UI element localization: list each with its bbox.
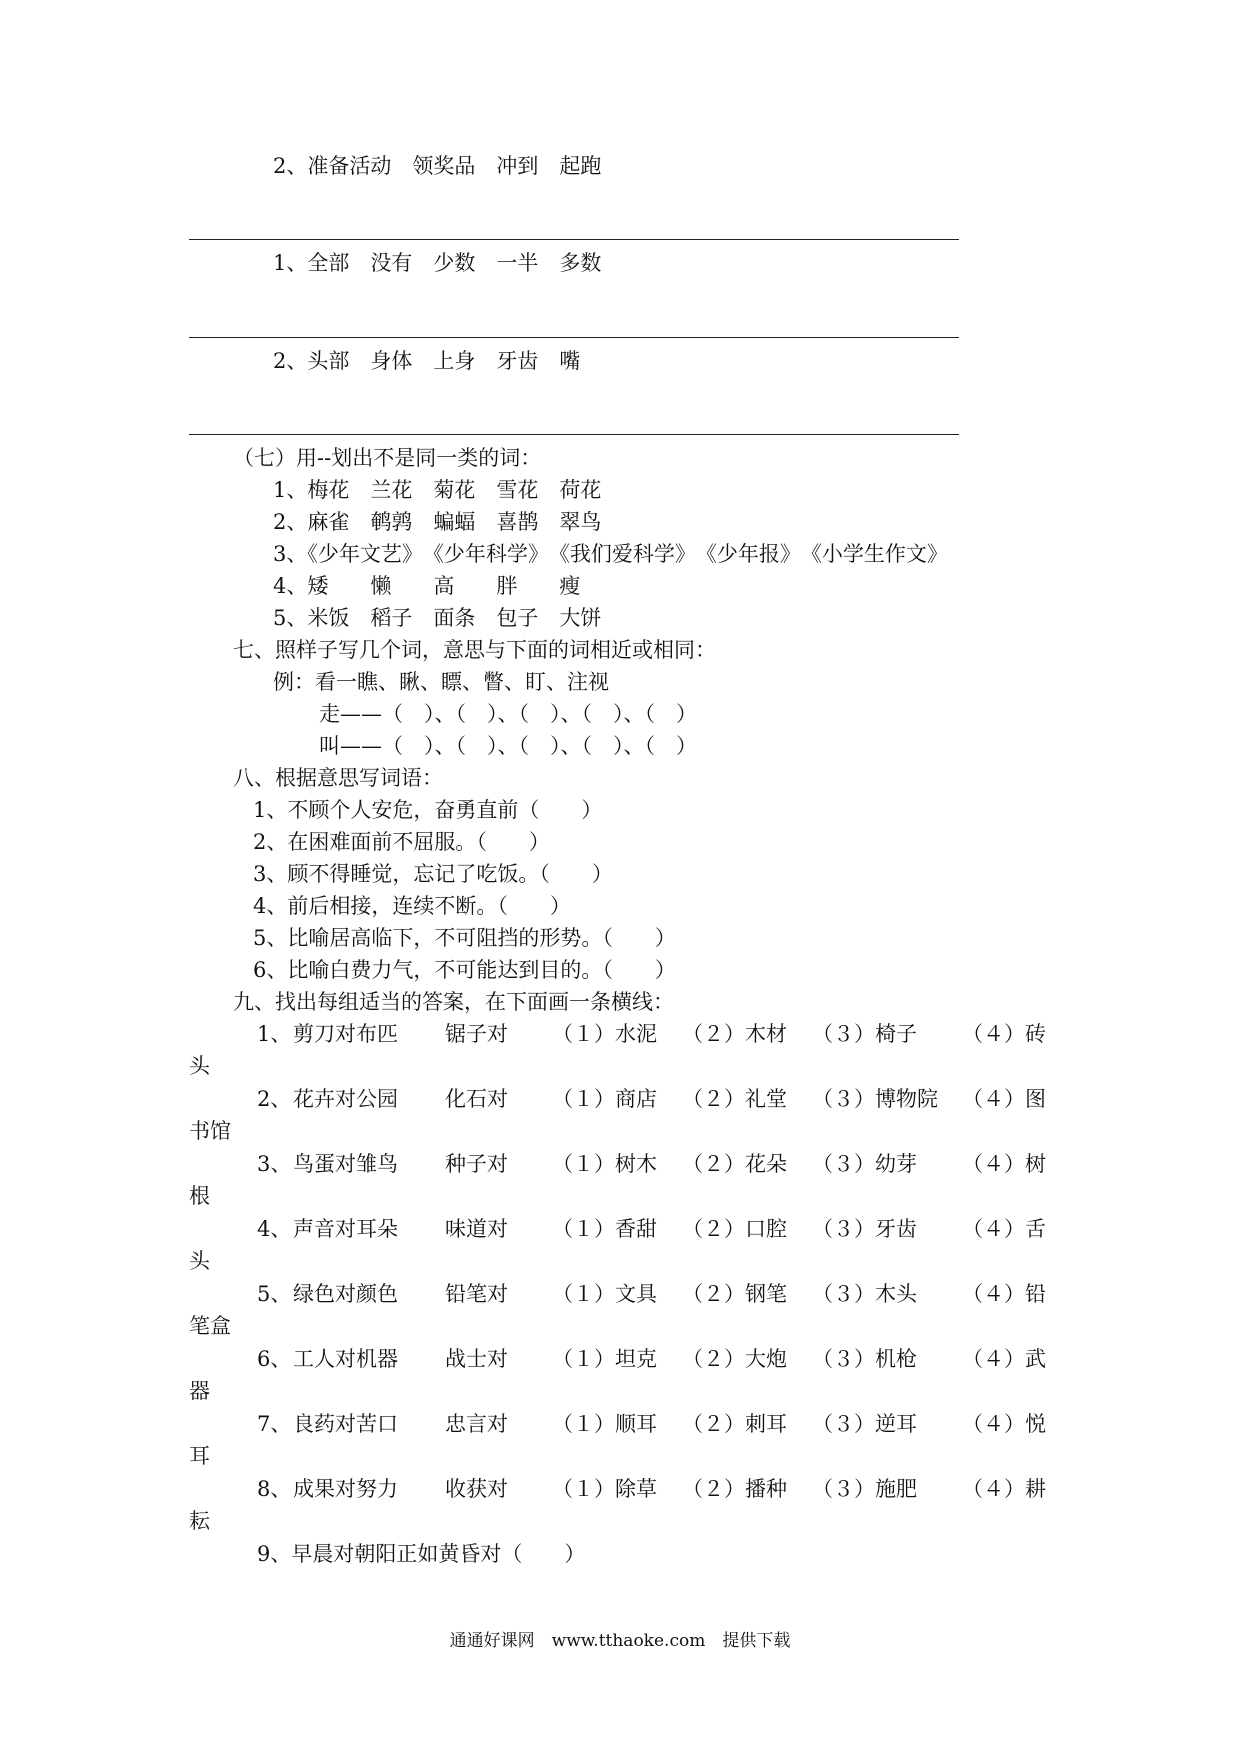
option-3: （３）幼芽 [812,1152,917,1176]
top-item-3: 2、头部 身体 上身 牙齿 嘴 [273,349,581,373]
question-number: 4、 [257,1217,292,1241]
section-qi-paren-title: （七）用--划出不是同一类的词： [233,446,542,470]
option-4: （４）舌 [962,1217,1046,1241]
question-pair: 剪刀对布匹 [293,1022,398,1046]
top-item-1: 2、准备活动 领奖品 冲到 起跑 [273,154,602,178]
question-number: 2、 [257,1087,292,1111]
option-1: （１）水泥 [552,1022,657,1046]
option-1: （１）文具 [552,1282,657,1306]
section-7-title: 七、照样子写几个词，意思与下面的词相近或相同： [233,638,716,662]
question-prompt: 种子对 [445,1152,508,1176]
option-4: （４）悦 [962,1412,1046,1436]
list-item: 2、在困难面前不屈服。（ ） [253,830,550,854]
option-1: （１）商店 [552,1087,657,1111]
list-item: 5、比喻居高临下，不可阻挡的形势。（ ） [253,926,676,950]
question-number: 7、 [257,1412,292,1436]
option-2: （２）口腔 [682,1217,787,1241]
question-row [189,1410,1059,1438]
option-4: （４）铅 [962,1282,1046,1306]
option-continuation: 根 [189,1184,210,1208]
question-pair: 成果对努力 [293,1477,398,1501]
option-2: （２）花朵 [682,1152,787,1176]
option-continuation: 头 [189,1249,210,1273]
list-item: 1、不顾个人安危，奋勇直前（ ） [253,798,603,822]
option-2: （２）礼堂 [682,1087,787,1111]
question-prompt: 锯子对 [445,1022,508,1046]
option-3: （３）椅子 [812,1022,917,1046]
option-1: （１）树木 [552,1152,657,1176]
option-1: （１）香甜 [552,1217,657,1241]
question-row [189,1345,1059,1373]
question-9: 9、早晨对朝阳正如黄昏对（ ） [257,1542,586,1566]
option-2: （２）钢笔 [682,1282,787,1306]
option-3: （３）机枪 [812,1347,917,1371]
section-7-example: 例：看一瞧、瞅、瞟、瞥、盯、注视 [273,670,609,694]
fill-line-call: 叫——（ ）、（ ）、（ ）、（ ）、（ ） [319,734,697,758]
list-item: 3、顾不得睡觉，忘记了吃饭。（ ） [253,862,613,886]
question-number: 8、 [257,1477,292,1501]
option-3: （３）博物院 [812,1087,938,1111]
question-row [189,1215,1059,1243]
section-8-title: 八、根据意思写词语： [233,766,443,790]
page-footer: 通通好课网 www.tthaoke.com 提供下载 [449,1631,791,1651]
option-continuation: 耳 [189,1444,210,1468]
question-number: 5、 [257,1282,292,1306]
option-1: （１）除草 [552,1477,657,1501]
option-continuation: 笔盒 [189,1314,231,1338]
option-1: （１）坦克 [552,1347,657,1371]
option-4: （４）武 [962,1347,1046,1371]
option-continuation: 头 [189,1054,210,1078]
option-4: （４）砖 [962,1022,1046,1046]
question-pair: 工人对机器 [293,1347,398,1371]
question-row [189,1475,1059,1503]
option-4: （４）图 [962,1087,1046,1111]
option-4: （４）树 [962,1152,1046,1176]
question-pair: 花卉对公园 [293,1087,398,1111]
option-3: （３）木头 [812,1282,917,1306]
list-item: 6、比喻白费力气，不可能达到目的。（ ） [253,958,676,982]
option-3: （３）施肥 [812,1477,917,1501]
question-pair: 鸟蛋对雏鸟 [293,1152,398,1176]
question-prompt: 味道对 [445,1217,508,1241]
question-prompt: 铅笔对 [445,1282,508,1306]
section-9-title: 九、找出每组适当的答案，在下面画一条横线： [233,990,674,1014]
option-continuation: 耘 [189,1509,210,1533]
fill-line-walk: 走——（ ）、（ ）、（ ）、（ ）、（ ） [319,702,697,726]
question-row [189,1020,1059,1048]
list-item: 2、麻雀 鹌鹑 蝙蝠 喜鹊 翠鸟 [273,510,602,534]
top-item-2: 1、全部 没有 少数 一半 多数 [273,251,602,275]
option-continuation: 器 [189,1379,210,1403]
question-row [189,1280,1059,1308]
question-pair: 绿色对颜色 [293,1282,398,1306]
option-continuation: 书馆 [189,1119,231,1143]
option-2: （２）刺耳 [682,1412,787,1436]
question-prompt: 忠言对 [445,1412,508,1436]
question-number: 6、 [257,1347,292,1371]
answer-line [189,337,959,338]
list-item: 5、米饭 稻子 面条 包子 大饼 [273,606,602,630]
question-number: 3、 [257,1152,292,1176]
question-pair: 良药对苦口 [293,1412,398,1436]
question-number: 1、 [257,1022,292,1046]
answer-line [189,434,959,435]
list-item: 4、前后相接，连续不断。（ ） [253,894,571,918]
option-3: （３）牙齿 [812,1217,917,1241]
list-item: 1、梅花 兰花 菊花 雪花 荷花 [273,478,602,502]
question-row [189,1150,1059,1178]
question-prompt: 战士对 [445,1347,508,1371]
option-2: （２）大炮 [682,1347,787,1371]
question-prompt: 收获对 [445,1477,508,1501]
question-pair: 声音对耳朵 [293,1217,398,1241]
option-4: （４）耕 [962,1477,1046,1501]
option-1: （１）顺耳 [552,1412,657,1436]
option-3: （３）逆耳 [812,1412,917,1436]
option-2: （２）播种 [682,1477,787,1501]
question-row [189,1085,1059,1113]
list-item: 3、《少年文艺》 《少年科学》 《我们爱科学》 《少年报》 《小学生作文》 [273,542,948,566]
answer-line [189,239,959,240]
list-item: 4、矮 懒 高 胖 瘦 [273,574,581,598]
question-prompt: 化石对 [445,1087,508,1111]
option-2: （２）木材 [682,1022,787,1046]
